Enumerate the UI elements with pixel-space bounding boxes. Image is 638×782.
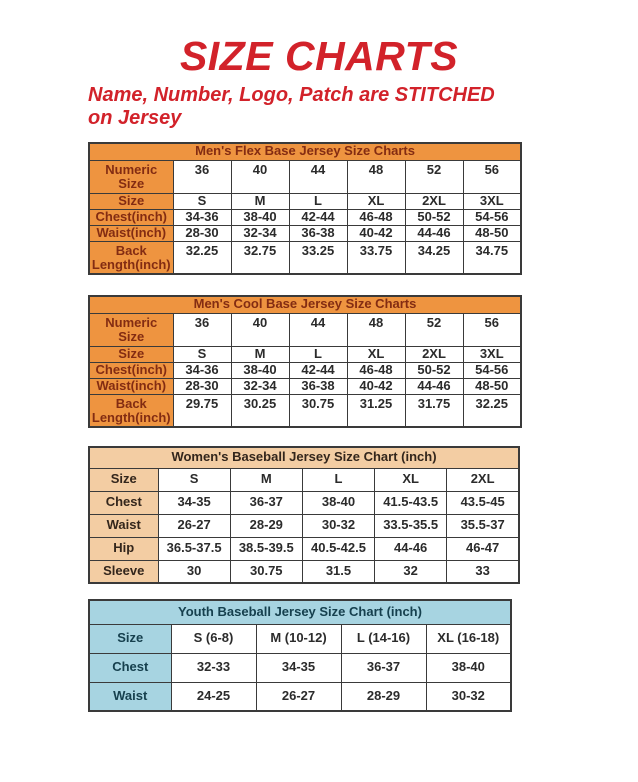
womens-baseball-table-holder [88,446,638,584]
size-value: 31.5 [302,560,374,583]
table-row [89,394,521,427]
size-value: 36 [173,313,231,346]
row-label: Chest [89,653,171,682]
row-label: Numeric Size [89,313,173,346]
size-value: 28-30 [173,225,231,241]
table-row [89,537,519,560]
size-value: S [173,193,231,209]
youth-baseball-table-holder [88,599,638,712]
row-label: Size [89,624,171,653]
size-value: 30.75 [230,560,302,583]
size-value: 50-52 [405,362,463,378]
size-value: 32-34 [231,378,289,394]
size-value: L [289,346,347,362]
table-title: Women's Baseball Jersey Size Chart (inch) [89,447,519,468]
size-value: M [230,468,302,491]
row-label: Size [89,468,158,491]
table-row [89,209,521,225]
row-label: Size [89,193,173,209]
mens-cool-base-table-holder [88,295,638,428]
size-value: XL (16-18) [426,624,511,653]
size-value: L [302,468,374,491]
size-value: 36-38 [289,378,347,394]
page-title: SIZE CHARTS [179,33,459,79]
size-value: 46-48 [347,362,405,378]
size-value: 33 [447,560,519,583]
size-value: XL [347,193,405,209]
row-label: Chest [89,491,158,514]
row-label: Numeric Size [89,160,173,193]
size-value: 2XL [447,468,519,491]
size-value: 52 [405,313,463,346]
table-title: Men's Flex Base Jersey Size Charts [89,143,521,160]
row-label: Chest(inch) [89,362,173,378]
size-value: 54-56 [463,362,521,378]
size-value: 32-33 [171,653,256,682]
size-value: M [231,346,289,362]
size-value: 28-29 [341,682,426,711]
size-value: S [173,346,231,362]
youth-baseball-table [88,599,512,712]
size-value: 48 [347,313,405,346]
size-value: 31.25 [347,394,405,427]
size-value: 40.5-42.5 [302,537,374,560]
size-value: 38-40 [302,491,374,514]
size-value: 34-36 [173,362,231,378]
table-row [89,514,519,537]
table-title-row [89,143,521,160]
table-row [89,468,519,491]
size-value: 52 [405,160,463,193]
size-value: 32-34 [231,225,289,241]
size-value: 44-46 [405,378,463,394]
row-label: Sleeve [89,560,158,583]
size-value: 40-42 [347,225,405,241]
row-label: Waist [89,514,158,537]
size-value: 26-27 [256,682,341,711]
size-value: 35.5-37 [447,514,519,537]
mens-flex-base-table-holder [88,142,638,275]
table-title-row [89,447,519,468]
mens-cool-base-table [88,295,522,428]
size-value: 32.75 [231,241,289,274]
table-row [89,378,521,394]
size-value: 42-44 [289,362,347,378]
mens-flex-base-table [88,142,522,275]
size-value: 44 [289,160,347,193]
size-value: 24-25 [171,682,256,711]
size-value: 34-35 [158,491,230,514]
size-value: 33.75 [347,241,405,274]
subtitle [88,84,578,130]
row-label: Back Length(inch) [89,241,173,274]
table-row [89,193,521,209]
size-value: 40 [231,313,289,346]
size-value: 3XL [463,346,521,362]
size-value: 34-36 [173,209,231,225]
size-value: 56 [463,160,521,193]
size-value: 56 [463,313,521,346]
size-value: XL [347,346,405,362]
row-label: Waist [89,682,171,711]
size-value: 36.5-37.5 [158,537,230,560]
size-value: 48 [347,160,405,193]
row-label: Waist(inch) [89,225,173,241]
size-value: 29.75 [173,394,231,427]
table-title-row [89,296,521,313]
row-label: Chest(inch) [89,209,173,225]
row-label: Hip [89,537,158,560]
size-value: 30 [158,560,230,583]
table-row [89,362,521,378]
table-row [89,313,521,346]
womens-baseball-table [88,446,520,584]
table-row [89,241,521,274]
size-value: 38-40 [231,362,289,378]
size-value: 46-48 [347,209,405,225]
table-title-row [89,600,511,624]
size-value: 2XL [405,193,463,209]
size-value: 33.5-35.5 [375,514,447,537]
size-value: 31.75 [405,394,463,427]
size-value: 42-44 [289,209,347,225]
table-row [89,160,521,193]
size-value: 38.5-39.5 [230,537,302,560]
size-value: 41.5-43.5 [375,491,447,514]
size-value: L [289,193,347,209]
size-value: 43.5-45 [447,491,519,514]
table-row [89,346,521,362]
size-value: 40 [231,160,289,193]
size-value: 30-32 [426,682,511,711]
size-value: 36 [173,160,231,193]
size-value: 33.25 [289,241,347,274]
table-row [89,491,519,514]
size-value: L (14-16) [341,624,426,653]
size-value: 44-46 [375,537,447,560]
row-label: Back Length(inch) [89,394,173,427]
table-row [89,682,511,711]
size-value: 30.25 [231,394,289,427]
size-value: 32.25 [463,394,521,427]
size-value: 40-42 [347,378,405,394]
size-value: 34.25 [405,241,463,274]
size-value: M (10-12) [256,624,341,653]
row-label: Waist(inch) [89,378,173,394]
size-value: 48-50 [463,225,521,241]
size-value: 30-32 [302,514,374,537]
size-charts-page [0,32,638,712]
table-title: Youth Baseball Jersey Size Chart (inch) [89,600,511,624]
size-value: 30.75 [289,394,347,427]
size-value: 28-30 [173,378,231,394]
table-title: Men's Cool Base Jersey Size Charts [89,296,521,313]
table-row [89,653,511,682]
row-label: Size [89,346,173,362]
table-row [89,225,521,241]
size-value: 26-27 [158,514,230,537]
size-value: 38-40 [426,653,511,682]
size-value: 36-38 [289,225,347,241]
size-value: 32.25 [173,241,231,274]
size-value: M [231,193,289,209]
subtitle-line2: on Jersey [88,107,182,129]
subtitle-line1: Name, Number, Logo, Patch are STITCHED [88,84,495,106]
size-value: 32 [375,560,447,583]
size-value: 34.75 [463,241,521,274]
size-value: 48-50 [463,378,521,394]
size-value: 34-35 [256,653,341,682]
size-value: 44 [289,313,347,346]
size-value: S (6-8) [171,624,256,653]
size-value: 50-52 [405,209,463,225]
size-value: XL [375,468,447,491]
table-row [89,624,511,653]
table-row [89,560,519,583]
size-value: 28-29 [230,514,302,537]
size-value: 54-56 [463,209,521,225]
size-value: 36-37 [341,653,426,682]
size-value: 2XL [405,346,463,362]
size-value: 36-37 [230,491,302,514]
tables-container [88,142,638,712]
size-value: 3XL [463,193,521,209]
size-value: 44-46 [405,225,463,241]
size-value: S [158,468,230,491]
size-value: 38-40 [231,209,289,225]
size-value: 46-47 [447,537,519,560]
